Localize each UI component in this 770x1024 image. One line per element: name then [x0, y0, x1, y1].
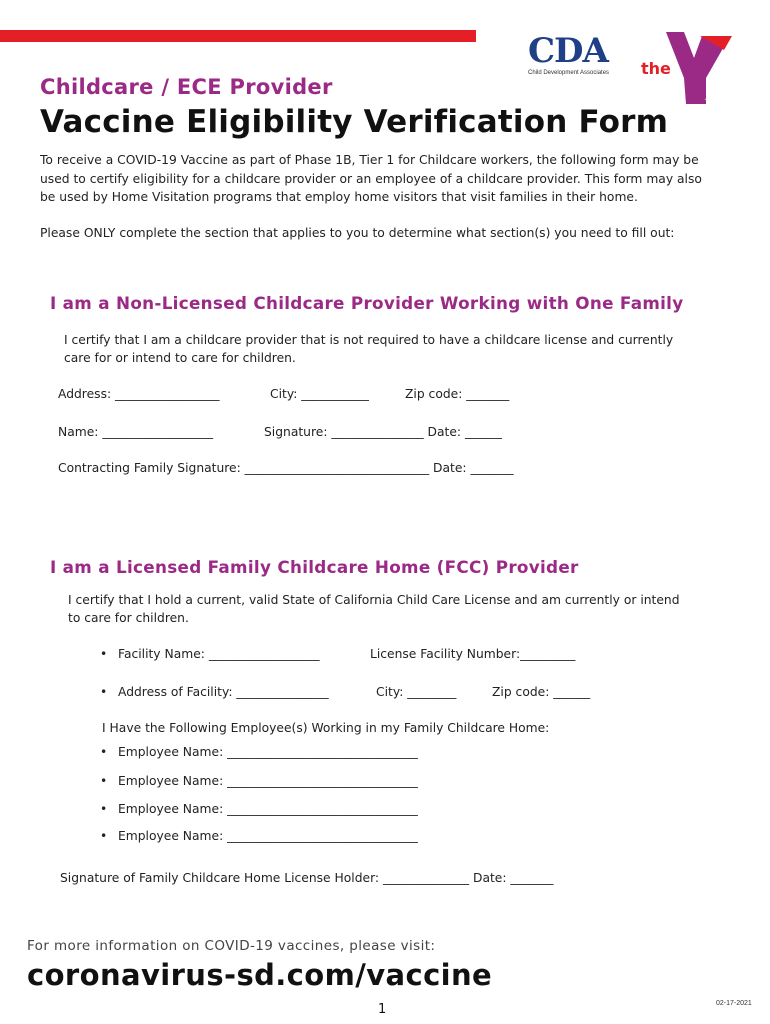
signature-date-field[interactable]: Signature: _______________ Date: ______ — [264, 425, 502, 439]
employees-intro: I Have the Following Employee(s) Working in my Family Childcare Home: — [102, 721, 550, 735]
ymca-tag-text: YMCA — [702, 95, 717, 108]
cda-logo — [528, 31, 628, 80]
section-heading-licensed-fcc: I am a Licensed Family Childcare Home (FCC) Provider — [50, 557, 579, 577]
employee-name-field[interactable] — [100, 745, 418, 759]
employee-name-field[interactable] — [100, 774, 418, 788]
footer-url-link[interactable]: coronavirus-sd.com/vaccine — [27, 958, 493, 992]
instruction-note: Please ONLY complete the section that applies to you to determine what section(s) you need to fill out: — [40, 226, 675, 240]
bullet-icon: • — [100, 685, 108, 699]
intro-line: used to certify eligibility for a childcare provider or an employee of a childcare provider. This form may also — [40, 171, 702, 186]
employee-name-field[interactable] — [100, 802, 418, 816]
facility-address-field[interactable] — [100, 685, 329, 699]
form-eyebrow: Childcare / ECE Provider — [40, 75, 333, 99]
cda-logo-subtitle: Child Development Associates — [528, 70, 610, 76]
facility-address-label: Address of Facility: _______________ — [118, 685, 329, 699]
section-heading-non-licensed: I am a Non-Licensed Childcare Provider Working with One Family — [50, 293, 684, 313]
cert-line: to care for children. — [68, 611, 189, 625]
cert-line: I certify that I am a childcare provider that is not required to have a childcare license and currently — [64, 333, 674, 347]
bullet-icon: • — [100, 774, 108, 788]
revision-date: 02-17-2021 — [716, 1000, 752, 1007]
bullet-icon: • — [100, 829, 108, 843]
intro-line: be used by Home Visitation programs that employ home visitors that visit families in their home. — [40, 190, 638, 204]
facility-name-label: Facility Name: __________________ — [118, 647, 320, 661]
cert-line: care for or intend to care for children. — [64, 351, 296, 365]
employee-name-label: Employee Name: _______________________________ — [118, 802, 418, 816]
intro-paragraph — [40, 151, 740, 207]
employee-name-label: Employee Name: _______________________________ — [118, 829, 418, 843]
license-facility-number-field[interactable]: License Facility Number:_________ — [370, 647, 576, 661]
zip-field[interactable]: Zip code: _______ — [405, 387, 510, 401]
employee-name-field[interactable] — [100, 829, 418, 843]
page-number: 1 — [378, 1002, 387, 1017]
ymca-logo — [640, 32, 736, 108]
ymca-y-icon — [640, 32, 736, 108]
facility-zip-field[interactable]: Zip code: ______ — [492, 685, 591, 699]
cda-logo-letters: CDA — [528, 31, 608, 71]
license-holder-signature-field[interactable]: Signature of Family Childcare Home License Holder: ______________ Date: _______ — [60, 871, 554, 885]
contracting-family-signature-field[interactable]: Contracting Family Signature: ______________________________ Date: _______ — [58, 461, 514, 475]
bullet-icon: • — [100, 647, 108, 661]
facility-city-field[interactable]: City: ________ — [376, 685, 457, 699]
header-red-bar — [0, 30, 476, 42]
bullet-icon: • — [100, 802, 108, 816]
employee-name-label: Employee Name: _______________________________ — [118, 774, 418, 788]
address-field[interactable]: Address: _________________ — [58, 387, 220, 401]
bullet-icon: • — [100, 745, 108, 759]
city-field[interactable]: City: ___________ — [270, 387, 369, 401]
ymca-the-text: the — [641, 59, 671, 78]
facility-name-field[interactable] — [100, 647, 320, 661]
section2-certification — [68, 591, 728, 627]
footer-info-text: For more information on COVID-19 vaccines, please visit: — [27, 938, 436, 954]
intro-line: To receive a COVID-19 Vaccine as part of Phase 1B, Tier 1 for Childcare workers, the following form may be — [40, 153, 699, 167]
name-field[interactable]: Name: __________________ — [58, 425, 214, 439]
page-title: Vaccine Eligibility Verification Form — [40, 104, 669, 140]
employee-name-label: Employee Name: _______________________________ — [118, 745, 418, 759]
cert-line: I certify that I hold a current, valid State of California Child Care License and am currently or intend — [68, 593, 680, 607]
section1-certification — [64, 331, 724, 367]
